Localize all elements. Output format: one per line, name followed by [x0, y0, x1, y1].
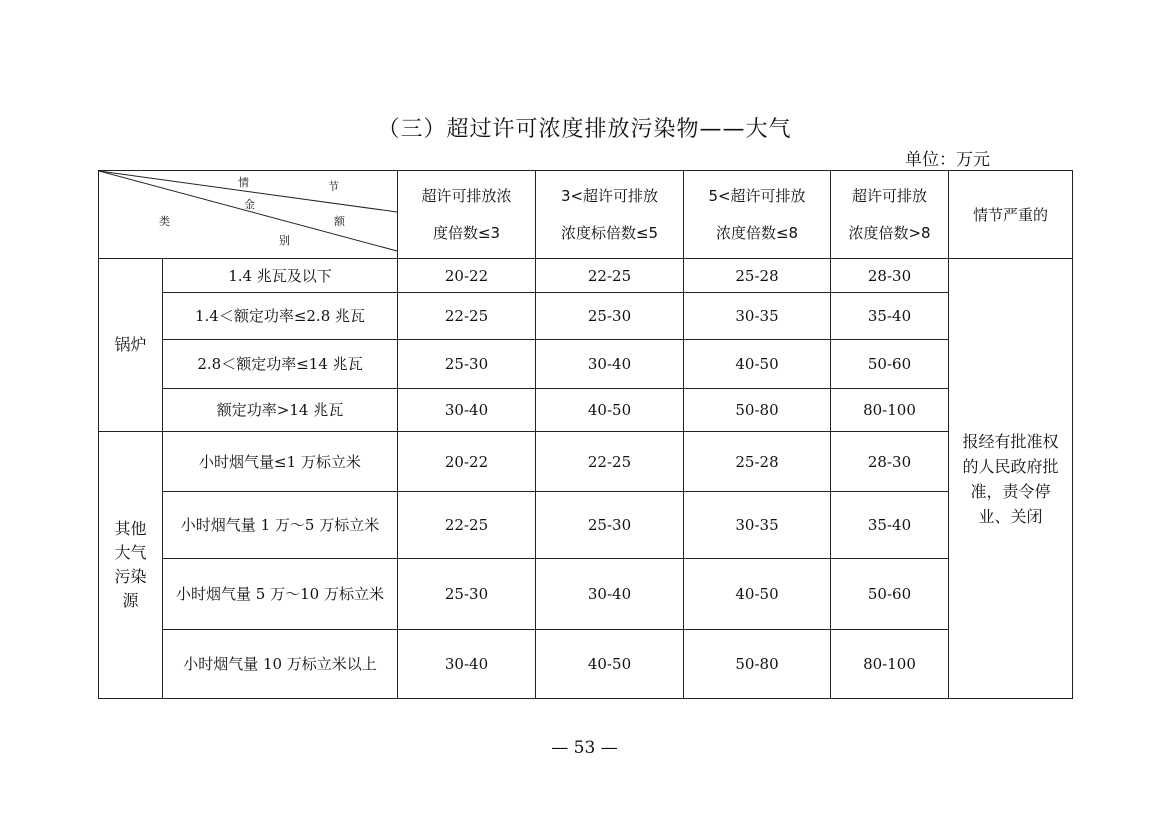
diag-label-jin: 金	[244, 198, 255, 211]
value-cell: 40-50	[684, 340, 831, 389]
diag-label-e: 额	[334, 215, 345, 228]
diag-label-qing: 情	[238, 176, 249, 189]
value-cell: 25-30	[536, 293, 684, 340]
table-row	[99, 559, 1073, 630]
row-label: 小时烟气量 10 万标立米以上	[163, 630, 398, 699]
row-label: 1.4＜额定功率≤2.8 兆瓦	[163, 293, 398, 340]
col-header-3: 5<超许可排放 浓度倍数≤8	[684, 171, 831, 259]
value-cell: 28-30	[831, 432, 949, 492]
value-cell: 30-40	[536, 559, 684, 630]
diag-label-lei: 类	[159, 215, 170, 228]
table-row	[99, 259, 1073, 293]
value-cell: 25-30	[398, 340, 536, 389]
header-row	[99, 171, 1073, 259]
value-cell: 35-40	[831, 492, 949, 559]
value-cell: 20-22	[398, 432, 536, 492]
value-cell: 35-40	[831, 293, 949, 340]
value-cell: 25-28	[684, 259, 831, 293]
category-other-sources: 其他大气污染源	[99, 432, 163, 699]
value-cell: 28-30	[831, 259, 949, 293]
row-label: 小时烟气量 5 万～10 万标立米	[163, 559, 398, 630]
table-row	[99, 492, 1073, 559]
row-label: 小时烟气量≤1 万标立米	[163, 432, 398, 492]
table-row	[99, 389, 1073, 432]
row-label: 额定功率>14 兆瓦	[163, 389, 398, 432]
severe-action-cell: 报经有批准权的人民政府批准，责令停业、关闭	[949, 259, 1073, 699]
category-boiler: 锅炉	[99, 259, 163, 432]
row-label: 小时烟气量 1 万～5 万标立米	[163, 492, 398, 559]
value-cell: 25-30	[536, 492, 684, 559]
value-cell: 30-40	[536, 340, 684, 389]
value-cell: 40-50	[536, 630, 684, 699]
col-header-1: 超许可排放浓 度倍数≤3	[398, 171, 536, 259]
value-cell: 50-80	[684, 630, 831, 699]
diagonal-header	[99, 171, 398, 259]
diag-label-jie: 节	[328, 180, 339, 193]
table-row	[99, 630, 1073, 699]
value-cell: 22-25	[398, 492, 536, 559]
table-row	[99, 432, 1073, 492]
penalty-table	[98, 170, 1073, 699]
page-number: — 53 —	[551, 738, 618, 758]
value-cell: 22-25	[398, 293, 536, 340]
table-row	[99, 293, 1073, 340]
value-cell: 50-80	[684, 389, 831, 432]
value-cell: 30-35	[684, 293, 831, 340]
value-cell: 50-60	[831, 340, 949, 389]
col-header-2: 3<超许可排放 浓度标倍数≤5	[536, 171, 684, 259]
value-cell: 80-100	[831, 630, 949, 699]
unit-label: 单位：万元	[905, 150, 990, 170]
col-header-severe: 情节严重的	[949, 171, 1073, 259]
value-cell: 30-40	[398, 630, 536, 699]
value-cell: 25-30	[398, 559, 536, 630]
value-cell: 20-22	[398, 259, 536, 293]
page-title: （三）超过许可浓度排放污染物——大气	[377, 117, 792, 142]
value-cell: 30-35	[684, 492, 831, 559]
value-cell: 22-25	[536, 432, 684, 492]
value-cell: 22-25	[536, 259, 684, 293]
row-label: 2.8＜额定功率≤14 兆瓦	[163, 340, 398, 389]
row-label: 1.4 兆瓦及以下	[163, 259, 398, 293]
col-header-4: 超许可排放 浓度倍数>8	[831, 171, 949, 259]
value-cell: 40-50	[684, 559, 831, 630]
value-cell: 80-100	[831, 389, 949, 432]
value-cell: 50-60	[831, 559, 949, 630]
value-cell: 40-50	[536, 389, 684, 432]
value-cell: 25-28	[684, 432, 831, 492]
table-row	[99, 340, 1073, 389]
diag-label-bie: 别	[279, 234, 290, 247]
value-cell: 30-40	[398, 389, 536, 432]
